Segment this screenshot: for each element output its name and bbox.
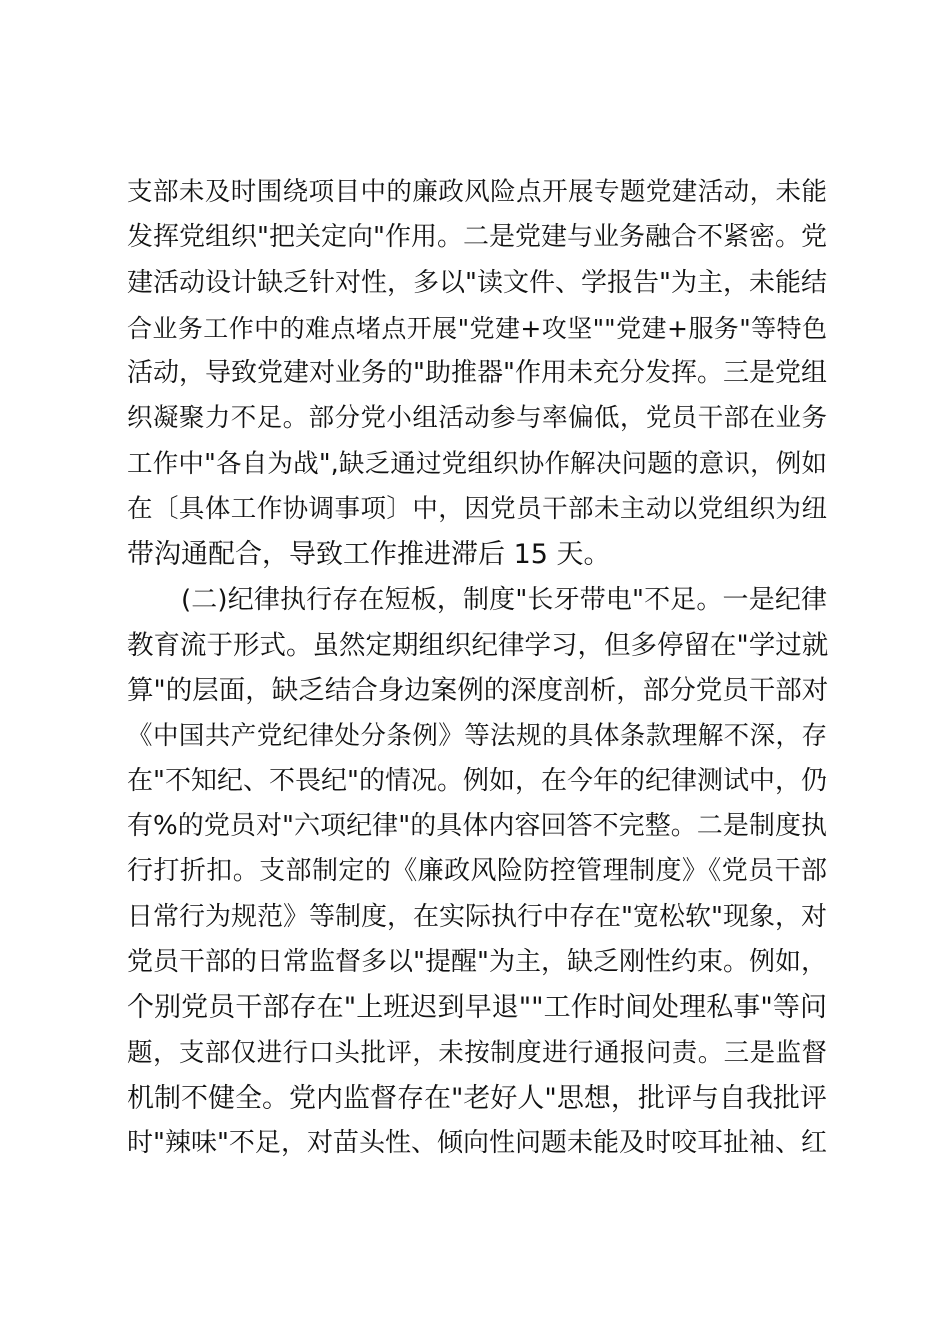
text-line: 在"不知纪、不畏纪"的情况。例如，在今年的纪律测试中，仍 xyxy=(127,765,827,796)
text-line: 活动，导致党建对业务的"助推器"作用未充分发挥。三是党组 xyxy=(127,358,827,389)
body-text xyxy=(127,170,827,1167)
text-line: 合业务工作中的难点堵点开展"党建+攻坚""党建+服务"等特色 xyxy=(127,313,827,343)
text-line: 日常行为规范》等制度，在实际执行中存在"宽松软"现象，对 xyxy=(127,901,827,932)
text-line: 工作中"各自为战",缺乏通过党组织协作解决问题的意识，例如 xyxy=(127,448,827,479)
text-line: 有%的党员对"六项纪律"的具体内容回答不完整。二是制度执 xyxy=(127,811,827,842)
text-line: 时"辣味"不足，对苗头性、倾向性问题未能及时咬耳扯袖、红 xyxy=(127,1128,827,1159)
text-line: 发挥党组织"把关定向"作用。二是党建与业务融合不紧密。党 xyxy=(127,222,827,253)
text-line: 行打折扣。支部制定的《廉政风险防控管理制度》《党员干部 xyxy=(127,856,827,887)
text-line: 题，支部仅进行口头批评，未按制度进行通报问责。三是监督 xyxy=(127,1037,827,1068)
section-heading-line: (二)纪律执行存在短板，制度"长牙带电"不足。一是纪律 xyxy=(181,584,827,615)
text-line: 在〔具体工作协调事项〕中，因党员干部未主动以党组织为纽 xyxy=(127,494,827,525)
text-line: 算"的层面，缺乏结合身边案例的深度剖析，部分党员干部对 xyxy=(127,675,829,707)
text-line: 党员干部的日常监督多以"提醒"为主，缺乏刚性约束。例如， xyxy=(127,947,827,978)
text-line: 带沟通配合，导致工作推进滞后 15 天。 xyxy=(127,539,611,571)
text-line: 《中国共产党纪律处分条例》等法规的具体条款理解不深，存 xyxy=(127,720,827,751)
text-line: 机制不健全。党内监督存在"老好人"思想，批评与自我批评 xyxy=(127,1082,827,1114)
text-line: 教育流于形式。虽然定期组织纪律学习，但多停留在"学过就 xyxy=(127,629,829,661)
text-line: 织凝聚力不足。部分党小组活动参与率偏低，党员干部在业务 xyxy=(127,403,827,434)
text-line: 建活动设计缺乏针对性，多以"读文件、学报告"为主，未能结 xyxy=(127,267,827,298)
text-line: 个别党员干部存在"上班迟到早退""工作时间处理私事"等问 xyxy=(127,992,827,1024)
text-line: 支部未及时围绕项目中的廉政风险点开展专题党建活动，未能 xyxy=(127,177,827,207)
